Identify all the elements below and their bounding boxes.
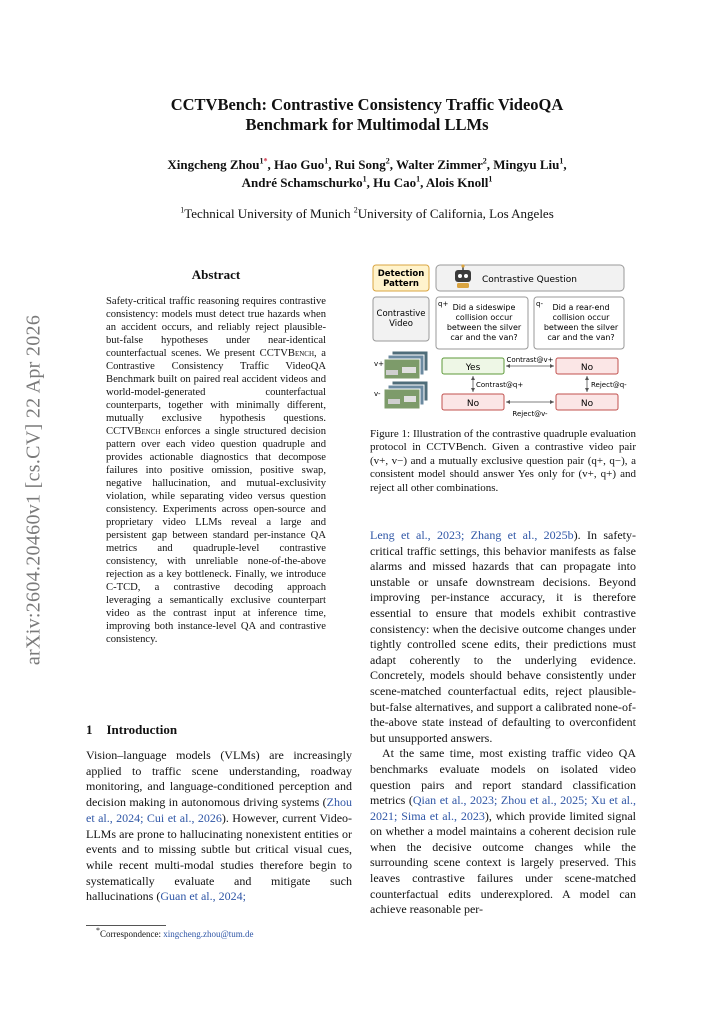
author-name: Mingyu Liu <box>493 157 560 172</box>
author-name: Walter Zimmer <box>395 157 483 172</box>
section-number: 1 <box>86 722 93 737</box>
author-name: Hao Guo <box>274 157 325 172</box>
reject-v-arrow <box>506 400 554 418</box>
svg-text:Did a sideswipe: Did a sideswipe <box>452 303 516 312</box>
figure-1-diagram <box>372 262 636 422</box>
author-name: Alois Knoll <box>425 175 489 190</box>
contrast-q-arrow <box>471 376 523 392</box>
affiliations: $^1$Technical University of Munich $^2$University of California, Los Angeles <box>180 205 554 221</box>
svg-text:collision occur: collision occur <box>455 313 513 322</box>
reject-q-arrow <box>585 376 627 392</box>
svg-text:No: No <box>580 363 594 373</box>
title-line-1: CCTVBench: Contrastive Consistency Traffic VideoQA <box>170 95 564 114</box>
svg-text:Contrast@q+: Contrast@q+ <box>476 381 524 389</box>
author-name: Hu Cao <box>373 175 417 190</box>
positive-video-thumbnails <box>374 351 428 379</box>
figure-1-caption <box>370 428 636 495</box>
section-heading-introduction <box>86 722 191 738</box>
svg-text:car and the van?: car and the van? <box>450 333 518 342</box>
answer-no-box-bottom-right <box>556 394 618 410</box>
author-list: Xingcheng Zhou$^{1*}$, Hao Guo$^1$, Rui Song$^2$, Walter Zimmer$^2$, Mingyu Liu$^1$, André Schamschurko$^1$, Hu Cao$^1$, Alois Knoll$^1$ <box>167 156 567 190</box>
author-name: Rui Song <box>334 157 386 172</box>
svg-text:Detection: Detection <box>377 269 425 279</box>
svg-text:Contrastive: Contrastive <box>376 309 426 319</box>
svg-text:q+: q+ <box>438 300 449 308</box>
answer-no-box-bottom-left <box>442 394 504 410</box>
benchmark-name: CCTVBench <box>106 426 161 437</box>
svg-text:collision occur: collision occur <box>552 313 610 322</box>
svg-text:between the silver: between the silver <box>543 323 619 332</box>
positive-question-box <box>436 297 528 349</box>
affiliation-1: Technical University of Munich <box>184 206 354 221</box>
svg-text:Reject@q-: Reject@q- <box>591 381 627 389</box>
citation-link[interactable]: Leng et al., 2023; Zhang et al., 2025b <box>370 528 574 542</box>
svg-text:between the silver: between the silver <box>446 323 522 332</box>
author-name: André Schamschurko <box>241 175 363 190</box>
citation-link[interactable]: Guan et al., 2024; <box>160 889 246 904</box>
contrastive-question-header <box>436 264 624 291</box>
detection-pattern-box <box>373 265 429 291</box>
abstract-heading: Abstract <box>191 267 241 282</box>
svg-text:q-: q- <box>536 300 543 308</box>
svg-text:car and the van?: car and the van? <box>547 333 615 342</box>
author-name: Xingcheng Zhou <box>167 157 260 172</box>
arxiv-id-text: arXiv:2604.20460v1 [cs.CV] 22 Apr 2026 <box>22 314 45 666</box>
caption-label: Figure 1: <box>370 428 413 440</box>
benchmark-name: CCTVBench <box>259 348 315 359</box>
svg-text:Reject@v-: Reject@v- <box>512 410 548 418</box>
caption-text: Illustration of the contrastive quadruple evaluation protocol in CCTVBench. Given a contrastive video pair (v+, v−) and a mutually exclusive question pair (q+, q−), a consistent model should answer Yes only for (v+, q+) and reject all other combinations. <box>370 428 636 494</box>
svg-text:v-: v- <box>374 390 381 398</box>
section-title: Introduction <box>106 722 178 737</box>
citation-link[interactable]: Qian et al., 2023; Zhou et al., 2025; Xu et al., 2021; Sima et al., 2023 <box>370 793 636 823</box>
citation-link[interactable]: Zhou et al., 2024; Cui et al., 2026 <box>86 795 352 825</box>
answer-yes-box <box>442 358 504 374</box>
arxiv-identifier-stamp <box>0 0 60 1019</box>
abstract-body: Safety-critical traffic reasoning requires contrastive consistency: models must detect true hazards when an accident occurs, and reliably reject plausible-but-false hypotheses under near-identical counterfactual scenes. We present CCTVBench, a Contrastive Consistency Traffic VideoQA Benchmark built on paired real accident videos and world-model-generated counterfactual counterparts, together with minimally different, mutually exclusive hypothesis questions. CCTVBench enforces a single structured decision pattern over each video question quadruple and provides actionable diagnostics that decompose failures into positive omission, positive swap, negative hallucination, and mutual-exclusivity violation, while separating video versus question consistency. Experiments across open-source and proprietary video LLMs reveal a large and persistent gap between standard per-instance QA metrics and quadruple-level contrastive consistency, with unreliable none-of-the-above rejection as a key bottleneck. Finally, we introduce C-TCD, a contrastive decoding approach leveraging a semantically exclusive counterpart video as the contrast input at inference time, improving both instance-level QA and contrastive consistency. <box>106 296 327 645</box>
answer-no-box-top-right <box>556 358 618 374</box>
negative-question-box <box>534 297 624 349</box>
svg-text:Contrastive Question: Contrastive Question <box>482 275 577 285</box>
paper-title <box>100 95 634 135</box>
title-line-2: Benchmark for Multimodal LLMs <box>245 115 489 134</box>
svg-text:Contrast@v+: Contrast@v+ <box>506 356 554 364</box>
corresponding-author-mark: * <box>263 156 268 166</box>
contrast-v-arrow <box>506 356 554 368</box>
svg-text:Pattern: Pattern <box>383 279 419 289</box>
contrastive-video-box <box>373 297 429 341</box>
svg-text:Video: Video <box>389 319 413 329</box>
svg-text:No: No <box>466 399 480 409</box>
footnote: *Correspondence: xingcheng.zhou@tum.de <box>96 926 254 939</box>
affiliation-2: University of California, Los Angeles <box>357 206 554 221</box>
negative-video-thumbnails <box>374 381 428 409</box>
svg-text:v+: v+ <box>374 360 385 368</box>
abstract-text: Safety-critical traffic reasoning requires contrastive consistency: models must detect true hazards when an accident occurs, and reliably reject plausible-but-false hypotheses under near-identical counterfactual scenes. <box>106 296 326 359</box>
svg-text:No: No <box>580 399 594 409</box>
svg-text:Yes: Yes <box>465 363 481 373</box>
svg-text:Did a rear-end: Did a rear-end <box>552 303 610 312</box>
email-link[interactable]: xingcheng.zhou@tum.de <box>163 929 254 939</box>
introduction-right-column: Leng et al., 2023; Zhang et al., 2025b). In safety-critical traffic settings, this behavior manifests as false alarms and missed hazards that can propagate into unstable or unsafe downstream decisions. Beyond improving per-instance accuracy, it is therefore essential to ensure that models exhibit contrastive consistency: when the decisive outcome changes under tightly controlled scene edits, their predictions must adapt coherently to the underlying evidence. Concretely, models should behave consistently under scene-matched counterfactual edits, reject plausible-but-false alternatives, and support a calibrated none-of-the-above state instead of defaulting to overconfident but unsupported answers. At the same time, most existing traffic video QA benchmarks evaluate models on isolated video question pairs and report standard classification metrics (Qian et al., 2023; Zhou et al., 2025; Xu et al., 2021; Sima et al., 2023), which provide limited signal on whether a model maintains a coherent decision rule when the decisive outcome changes while the surrounding scene context is largely preserved. This leaves contrastive failures under scene-matched counterfactual edits underexplored. A model can achieve reasonable per- <box>370 528 636 917</box>
introduction-left-column: Vision–language models (VLMs) are increasingly applied to traffic scene understanding, roadway monitoring, and language-conditioned perception and decision making in autonomous driving systems (Zhou et al., 2024; Cui et al., 2026). However, current Video-LLMs are prone to hallucinating nonexistent entities or events and to missing subtle but critical visual cues, while recent multi-modal studies therefore begin to systematically evaluate and mitigate such hallucinations (Guan et al., 2024; <box>86 748 353 904</box>
